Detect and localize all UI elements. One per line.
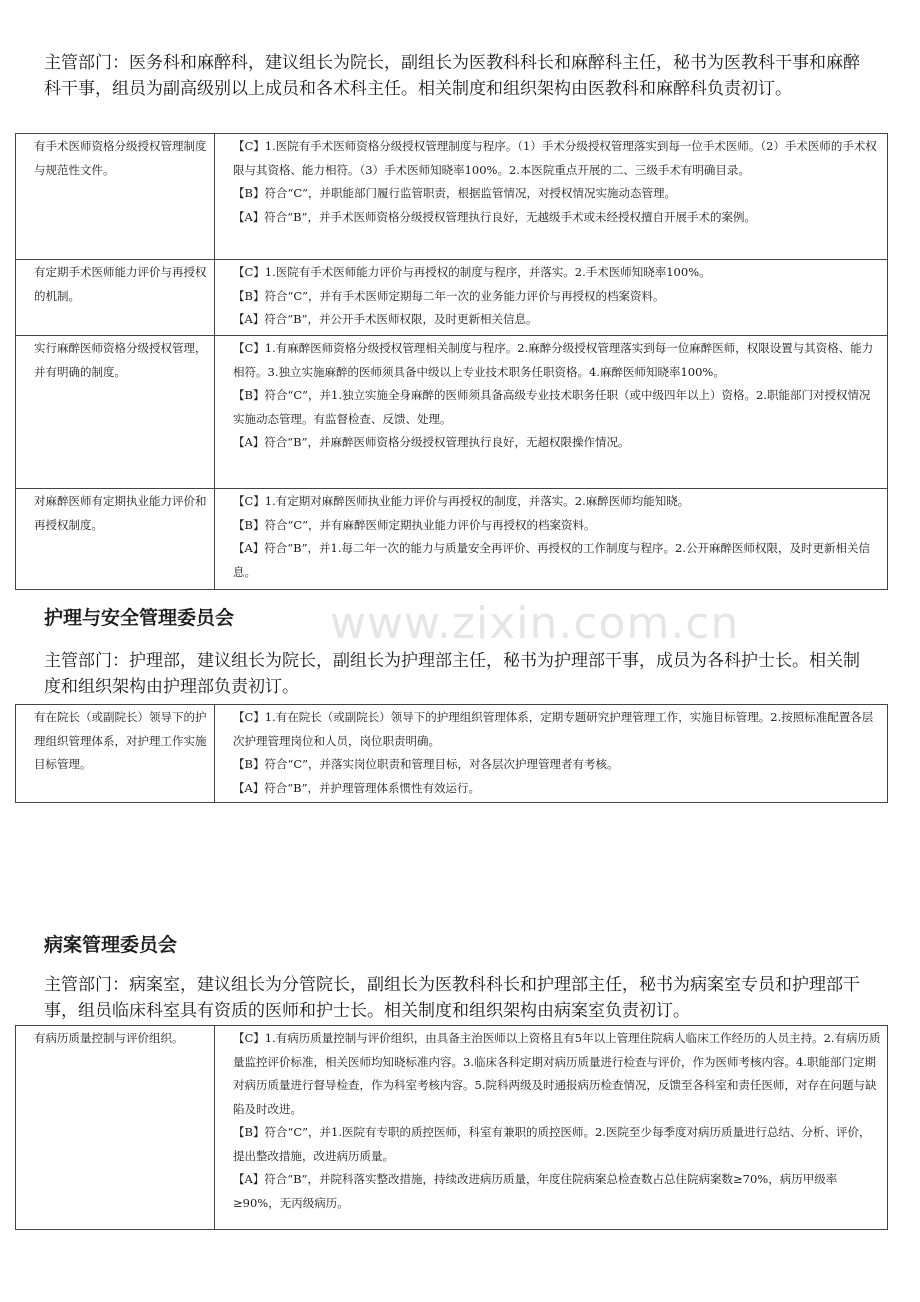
criteria-b: 【B】符合“C”，并有手术医师定期每二年一次的业务能力评价与再授权的档案资料。 (233, 288, 665, 303)
standard-item: 有在院长（或副院长）领导下的护理组织管理体系，对护理工作实施目标管理。 (16, 705, 215, 803)
standard-item: 对麻醉医师有定期执业能力评价和再授权制度。 (16, 489, 215, 590)
criteria-b: 【B】符合“C”，并1.独立实施全身麻醉的医师须具备高级专业技术职务任职（或中级四年以上）资格。2.职能部门对授权情况实施动态管理。有监督检查、反馈、处理。 (233, 388, 871, 426)
criteria-a: 【A】符合“B”，并公开手术医师权限，及时更新相关信息。 (233, 312, 538, 326)
standard-item: 有定期手术医师能力评价与再授权的机制。 (16, 260, 215, 336)
table-row (16, 705, 888, 803)
criteria-a: 【A】符合“B”，并麻醉医师资格分级授权管理执行良好，无超权限操作情况。 (233, 435, 630, 449)
criteria-a: 【A】符合“B”，并院科落实整改措施，持续改进病历质量，年度住院病案总检查数占总住院病案数≥70%，病历甲级率≥90%，无丙级病历。 (233, 1172, 838, 1210)
table-row (16, 1026, 888, 1230)
standard-criteria (215, 336, 888, 489)
standard-criteria (215, 134, 888, 260)
standards-table-2 (15, 704, 888, 803)
criteria-c: 【C】1.有病历质量控制与评价组织，由具备主治医师以上资格且有5年以上管理住院病人临床工作经历的人员主持。2.有病历质量监控评价标准，相关医师均知晓标准内容。3.临床各科定期对病历质量进行检查与评价，作为医师考核内容。4.职能部门定期对病历质量进行督导检查，作为科室考核内容。5.院科两级及时通报病历检查情况，反馈至各科室和责任医师，对存在问题与缺陷及时改进。 (233, 1031, 881, 1116)
section3-intro: 主管部门：病案室，建议组长为分管院长，副组长为医教科科长和护理部主任，秘书为病案室专员和护理部干事，组员临床科室具有资质的医师和护士长。相关制度和组织架构由病案室负责初订。 (44, 975, 860, 1021)
standard-criteria (215, 705, 888, 803)
section2-intro: 主管部门：护理部，建议组长为院长，副组长为护理部主任，秘书为护理部干事，成员为各科护士长。相关制度和组织架构由护理部负责初订。 (44, 651, 860, 697)
table-row (16, 336, 888, 489)
watermark: www.zixin.com.cn (330, 598, 740, 649)
criteria-c: 【C】1.医院有手术医师能力评价与再授权的制度与程序，并落实。2.手术医师知晓率100%。 (233, 265, 711, 279)
criteria-b: 【B】符合“C”，并有麻醉医师定期执业能力评价与再授权的档案资料。 (233, 517, 596, 532)
standards-table-3 (15, 1025, 888, 1230)
standard-item: 有病历质量控制与评价组织。 (16, 1026, 215, 1230)
criteria-a: 【A】符合“B”，并护理管理体系惯性有效运行。 (233, 780, 481, 795)
standard-criteria (215, 489, 888, 590)
standards-table-1 (15, 133, 888, 590)
standard-criteria (215, 1026, 888, 1230)
criteria-a: 【A】符合“B”，并1.每二年一次的能力与质量安全再评价、再授权的工作制度与程序。2.公开麻醉医师权限，及时更新相关信息。 (233, 541, 870, 579)
section2-title: 护理与安全管理委员会 (44, 607, 235, 629)
standard-item: 有手术医师资格分级授权管理制度与规范性文件。 (16, 134, 215, 260)
section1-intro: 主管部门：医务科和麻醉科，建议组长为院长，副组长为医教科科长和麻醉科主任，秘书为医教科干事和麻醉科干事，组员为副高级别以上成员和各术科主任。相关制度和组织架构由医教科和麻醉科负责初订。 (44, 53, 860, 99)
criteria-c: 【C】1.有麻醉医师资格分级授权管理相关制度与程序。2.麻醉分级授权管理落实到每一位麻醉医师，权限设置与其资格、能力相符。3.独立实施麻醉的医师须具备中级以上专业技术职务任职资格。4.麻醉医师知晓率100%。 (233, 341, 874, 379)
criteria-b: 【B】符合“C”，并1.医院有专职的质控医师，科室有兼职的质控医师。2.医院至少每季度对病历质量进行总结、分析、评价，提出整改措施，改进病历质量。 (233, 1125, 871, 1163)
criteria-c: 【C】1.医院有手术医师资格分级授权管理制度与程序。（1）手术分级授权管理落实到每一位手术医师。（2）手术医师的手术权限与其资格、能力相符。（3）手术医师知晓率100%。2.本医院重点开展的二、三级手术有明确目录。 (233, 139, 877, 177)
standard-item: 实行麻醉医师资格分级授权管理，并有明确的制度。 (16, 336, 215, 489)
standard-criteria (215, 260, 888, 336)
table-row (16, 134, 888, 260)
table-row (16, 489, 888, 590)
criteria-a: 【A】符合“B”，并手术医师资格分级授权管理执行良好，无越级手术或未经授权擅自开展手术的案例。 (233, 209, 757, 224)
criteria-b: 【B】符合“C”，并职能部门履行监管职责，根据监管情况，对授权情况实施动态管理。 (233, 186, 677, 200)
criteria-c: 【C】1.有定期对麻醉医师执业能力评价与再授权的制度，并落实。2.麻醉医师均能知晓。 (233, 494, 690, 508)
criteria-b: 【B】符合“C”，并落实岗位职责和管理目标，对各层次护理管理者有考核。 (233, 757, 619, 771)
table-row (16, 260, 888, 336)
criteria-c: 【C】1.有在院长（或副院长）领导下的护理组织管理体系，定期专题研究护理管理工作，实施目标管理。2.按照标准配置各层次护理管理岗位和人员，岗位职责明确。 (233, 710, 874, 748)
section3-title: 病案管理委员会 (44, 934, 178, 956)
